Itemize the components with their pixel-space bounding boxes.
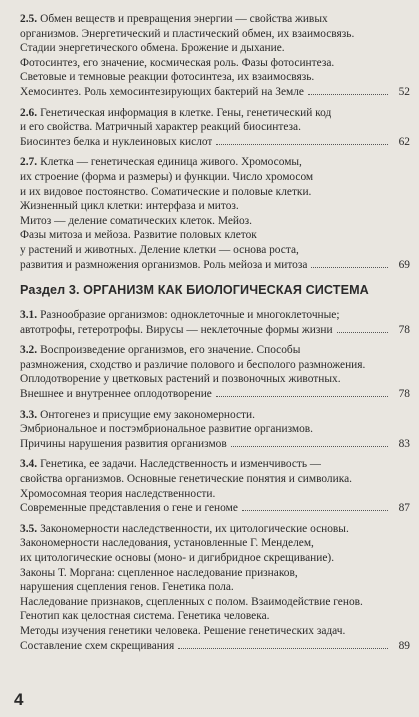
toc-entry-text: Законы Т. Моргана: сцепленное наследование признаков, <box>20 566 298 579</box>
toc-entry-text: автотрофы, гетеротрофы. Вирусы — неклеточные формы жизни <box>20 323 333 336</box>
toc-entry-text: организмов. Энергетический и пластический обмен, их взаимосвязь. <box>20 27 355 40</box>
toc-entry <box>20 408 410 452</box>
toc-entry-number: 3.1. <box>20 309 38 322</box>
toc-page-ref: 62 <box>398 135 410 148</box>
toc-entry-line <box>20 155 410 170</box>
toc-entry-line <box>20 422 410 437</box>
toc-entry-line <box>20 566 410 581</box>
toc-entry <box>20 343 410 401</box>
leader-dots <box>231 446 388 447</box>
toc-entries-part2 <box>20 12 410 272</box>
toc-page-ref: 87 <box>398 502 410 515</box>
toc-entry-last-line <box>20 323 410 338</box>
toc-entry-last-line <box>20 437 410 452</box>
toc-entry-text: свойства организмов. Основные генетические понятия и символика. <box>20 473 352 486</box>
toc-entry-text: Эмбриональное и постэмбриональное развитие организмов. <box>20 423 314 436</box>
toc-entry-text: их строение (форма и размеры) и функции. Число хромосом <box>20 170 314 183</box>
toc-entry-line <box>20 580 410 595</box>
toc-entry-line <box>20 120 410 135</box>
toc-entry-last-line <box>20 135 410 150</box>
toc-page-ref: 89 <box>398 639 410 652</box>
toc-entry-line <box>20 41 410 56</box>
toc-entry-last-line <box>20 85 410 100</box>
toc-entry-line <box>20 243 410 258</box>
toc-entry-line <box>20 70 410 85</box>
toc-entry-number: 3.2. <box>20 344 38 357</box>
toc-page-ref: 78 <box>398 323 410 336</box>
toc-entry-text: развития и размножения организмов. Роль мейоза и митоза <box>20 258 308 271</box>
toc-entry-number: 2.6. <box>20 106 38 119</box>
leader-dots <box>216 144 388 145</box>
toc-entry-text: их цитологические основы (моно- и дигибридное скрещивание). <box>20 552 335 564</box>
toc-entry-line <box>20 308 410 323</box>
toc-entry-line <box>20 408 410 423</box>
toc-entry-line <box>20 624 410 639</box>
toc-entry-text: размножения, сходство и различие полового и бесполого размножения. <box>20 358 366 371</box>
toc-entry-line <box>20 472 410 487</box>
toc-entry-text: Световые и темновые реакции фотосинтеза, их взаимосвязь. <box>20 71 315 84</box>
toc-entry-text: Фотосинтез, его значение, космическая роль. Фазы фотосинтеза. <box>20 56 335 69</box>
toc-entries-part3 <box>20 308 410 653</box>
toc-entry <box>20 522 410 653</box>
toc-entry-text: Биосинтез белка и нуклеиновых кислот <box>20 135 213 148</box>
toc-entry-text: у растений и животных. Деление клетки — основа роста, <box>20 243 299 256</box>
toc-entry-text: Митоз — деление соматических клеток. Мейоз. <box>20 214 253 227</box>
toc-entry-text: Стадии энергетического обмена. Брожение и дыхание. <box>20 42 285 55</box>
toc-entry-line <box>20 185 410 200</box>
toc-entry-text: нарушения сцепления генов. Генетика пола. <box>20 581 234 594</box>
toc-entry-number: 3.4. <box>20 458 38 471</box>
leader-dots <box>216 396 388 397</box>
toc-entry-line <box>20 487 410 502</box>
table-of-contents <box>20 12 410 659</box>
toc-entry-text: Жизненный цикл клетки: интерфаза и митоз. <box>20 200 239 213</box>
toc-entry-line <box>20 343 410 358</box>
toc-entry-text: Методы изучения генетики человека. Решение генетических задач. <box>20 624 346 637</box>
toc-entry-text: Составление схем скрещивания <box>20 639 175 652</box>
toc-entry-text: Внешнее и внутреннее оплодотворение <box>20 388 212 401</box>
toc-entry-last-line <box>20 501 410 516</box>
leader-dots <box>337 332 388 333</box>
toc-entry-text: Фазы митоза и мейоза. Развитие половых клеток <box>20 229 257 242</box>
toc-entry-line <box>20 12 410 27</box>
leader-dots <box>178 648 388 649</box>
toc-entry-text: Причины нарушения развития организмов <box>20 437 227 450</box>
toc-entry-line <box>20 199 410 214</box>
toc-entry-line <box>20 214 410 229</box>
toc-entry-text: Хемосинтез. Роль хемосинтезирующих бактерий на Земле <box>20 85 304 98</box>
toc-entry-text: Онтогенез и присущие ему закономерности. <box>40 408 255 421</box>
toc-page-ref: 69 <box>398 258 410 271</box>
toc-entry-last-line <box>20 639 410 654</box>
toc-entry-line <box>20 536 410 551</box>
toc-entry-line <box>20 27 410 42</box>
toc-entry <box>20 155 410 272</box>
toc-entry-number: 2.5. <box>20 13 38 25</box>
toc-entry-last-line <box>20 258 410 273</box>
toc-entry-last-line <box>20 387 410 402</box>
leader-dots <box>242 510 388 511</box>
toc-entry-text: Оплодотворение у цветковых растений и позвоночных животных. <box>20 373 341 386</box>
toc-entry-line <box>20 170 410 185</box>
leader-dots <box>311 267 388 268</box>
toc-entry-text: Наследование признаков, сцепленных с полом. Взаимодействие генов. <box>20 595 363 608</box>
toc-entry-text: и его свойства. Матричный характер реакций биосинтеза. <box>20 121 301 134</box>
toc-entry <box>20 12 410 100</box>
page-number: 4 <box>14 690 24 709</box>
section-title: Раздел 3. ОРГАНИЗМ КАК БИОЛОГИЧЕСКАЯ СИСТЕМА <box>20 283 369 298</box>
toc-entry-line <box>20 106 410 121</box>
toc-entry-text: Генетика, ее задачи. Наследственность и изменчивость — <box>40 458 322 471</box>
toc-entry-line <box>20 551 410 566</box>
toc-entry-line <box>20 595 410 610</box>
toc-entry <box>20 457 410 515</box>
toc-entry-text: Обмен веществ и превращения энергии — свойства живых <box>40 13 328 25</box>
toc-entry-number: 2.7. <box>20 156 38 169</box>
toc-entry-line <box>20 609 410 624</box>
toc-entry-text: Закономерности наследственности, их цитологические основы. <box>40 522 349 535</box>
toc-entry-line <box>20 372 410 387</box>
toc-entry-line <box>20 56 410 71</box>
toc-entry-text: и их видовое постоянство. Соматические и половые клетки. <box>20 185 312 198</box>
toc-entry-text: Генетическая информация в клетке. Гены, генетический код <box>40 106 332 119</box>
toc-entry-text: Клетка — генетическая единица живого. Хромосомы, <box>40 156 302 169</box>
toc-entry-text: Разнообразие организмов: одноклеточные и многоклеточные; <box>40 309 340 322</box>
toc-entry <box>20 308 410 337</box>
toc-entry-line <box>20 522 410 537</box>
toc-entry-line <box>20 228 410 243</box>
toc-entry-number: 3.5. <box>20 522 38 535</box>
toc-entry-text: Закономерности наследования, установленные Г. Менделем, <box>20 537 314 550</box>
toc-page-ref: 52 <box>398 85 410 98</box>
toc-entry-number: 3.3. <box>20 408 38 421</box>
toc-entry-text: Хромосомная теория наследственности. <box>20 487 216 500</box>
toc-page-ref: 78 <box>398 388 410 401</box>
toc-entry-text: Генотип как целостная система. Генетика человека. <box>20 610 270 623</box>
toc-page-ref: 83 <box>398 437 410 450</box>
toc-entry-line <box>20 358 410 373</box>
leader-dots <box>308 94 388 95</box>
toc-entry-text: Воспроизведение организмов, его значение. Способы <box>40 344 301 357</box>
toc-entry <box>20 106 410 150</box>
toc-entry-line <box>20 457 410 472</box>
toc-entry-text: Современные представления о гене и геноме <box>20 502 238 515</box>
